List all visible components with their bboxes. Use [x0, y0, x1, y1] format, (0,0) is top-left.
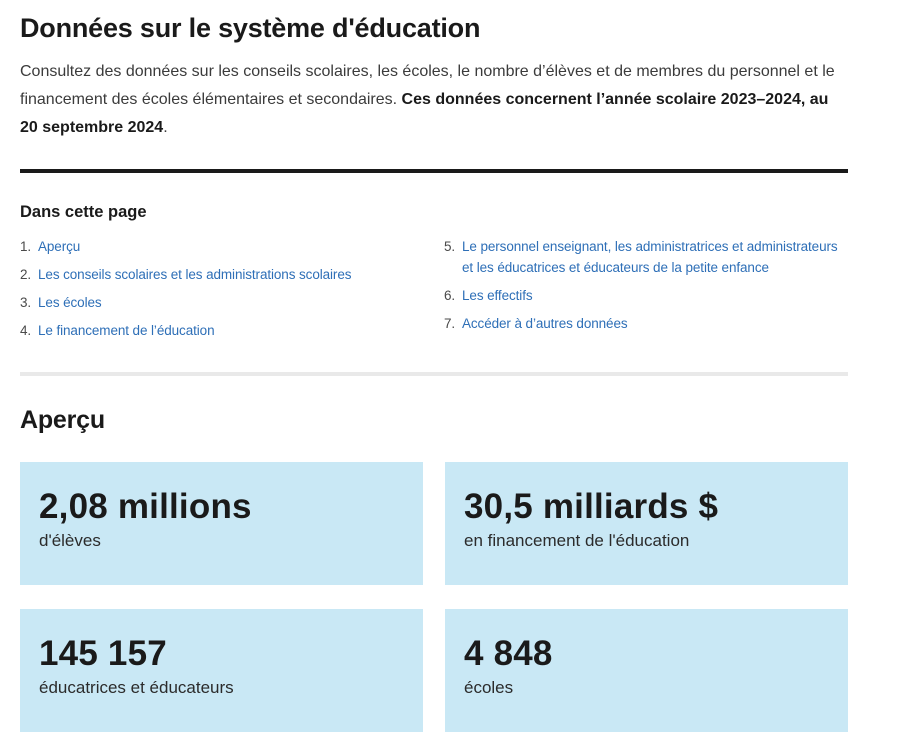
toc-link-financement[interactable]: Le financement de l’éducation	[38, 323, 215, 338]
toc-item	[444, 313, 848, 334]
toc-heading: Dans cette page	[20, 203, 147, 221]
intro-text: Consultez des données sur les conseils scolaires, les écoles, le nombre d’élèves et de membres du personnel et le financement des écoles élémentaires et secondaires.	[20, 63, 835, 108]
stat-card-eleves	[20, 462, 423, 585]
stat-label: écoles	[464, 678, 514, 697]
main-content	[20, 12, 848, 741]
toc-item-number: 5.	[444, 239, 456, 254]
toc-item	[444, 285, 848, 306]
overview-section	[20, 406, 848, 741]
toc-link-ecoles[interactable]: Les écoles	[38, 295, 102, 310]
toc-item	[20, 264, 420, 285]
toc-link-effectifs[interactable]: Les effectifs	[462, 288, 533, 303]
overview-heading: Aperçu	[20, 406, 105, 434]
toc-item-number: 4.	[20, 323, 32, 338]
stat-value: 4 848	[464, 634, 553, 673]
toc-item	[20, 292, 420, 313]
intro-paragraph	[20, 58, 848, 142]
toc-link-apercu[interactable]: Aperçu	[38, 239, 81, 254]
toc-item-number: 7.	[444, 316, 456, 331]
stat-value: 145 157	[39, 634, 167, 673]
table-of-contents	[20, 202, 848, 348]
divider-dark	[20, 169, 848, 173]
stat-label: en financement de l'éducation	[464, 531, 690, 550]
page	[0, 12, 900, 752]
divider-light	[20, 372, 848, 376]
stat-value: 30,5 milliards $	[464, 487, 719, 526]
toc-item-number: 1.	[20, 239, 32, 254]
stat-card-financement	[445, 462, 848, 585]
toc-column-left	[20, 236, 420, 348]
stat-label: d'élèves	[39, 531, 101, 550]
intro-period: .	[163, 119, 168, 136]
toc-item-number: 2.	[20, 267, 32, 282]
toc-link-conseils-scolaires[interactable]: Les conseils scolaires et les administrations scolaires	[38, 267, 352, 282]
toc-columns	[20, 236, 848, 348]
stat-card-educateurs	[20, 609, 423, 732]
intro-bold-text: Ces données concernent l’année scolaire 2023–2024, au 20 septembre 2024	[20, 91, 829, 136]
toc-item-number: 3.	[20, 295, 32, 310]
toc-column-right	[444, 236, 848, 348]
toc-link-personnel[interactable]: Le personnel enseignant, les administratrices et administrateurs et les éducatrices et éducateurs de la petite enfance	[462, 239, 838, 275]
stat-value: 2,08 millions	[39, 487, 252, 526]
toc-item	[20, 320, 420, 341]
stat-card-ecoles	[445, 609, 848, 732]
stat-label: éducatrices et éducateurs	[39, 678, 234, 697]
toc-link-autres-donnees[interactable]: Accéder à d’autres données	[462, 316, 628, 331]
stat-cards	[20, 462, 848, 741]
page-title: Données sur le système d'éducation	[20, 13, 481, 43]
toc-item	[444, 236, 848, 278]
toc-item-number: 6.	[444, 288, 456, 303]
toc-item	[20, 236, 420, 257]
